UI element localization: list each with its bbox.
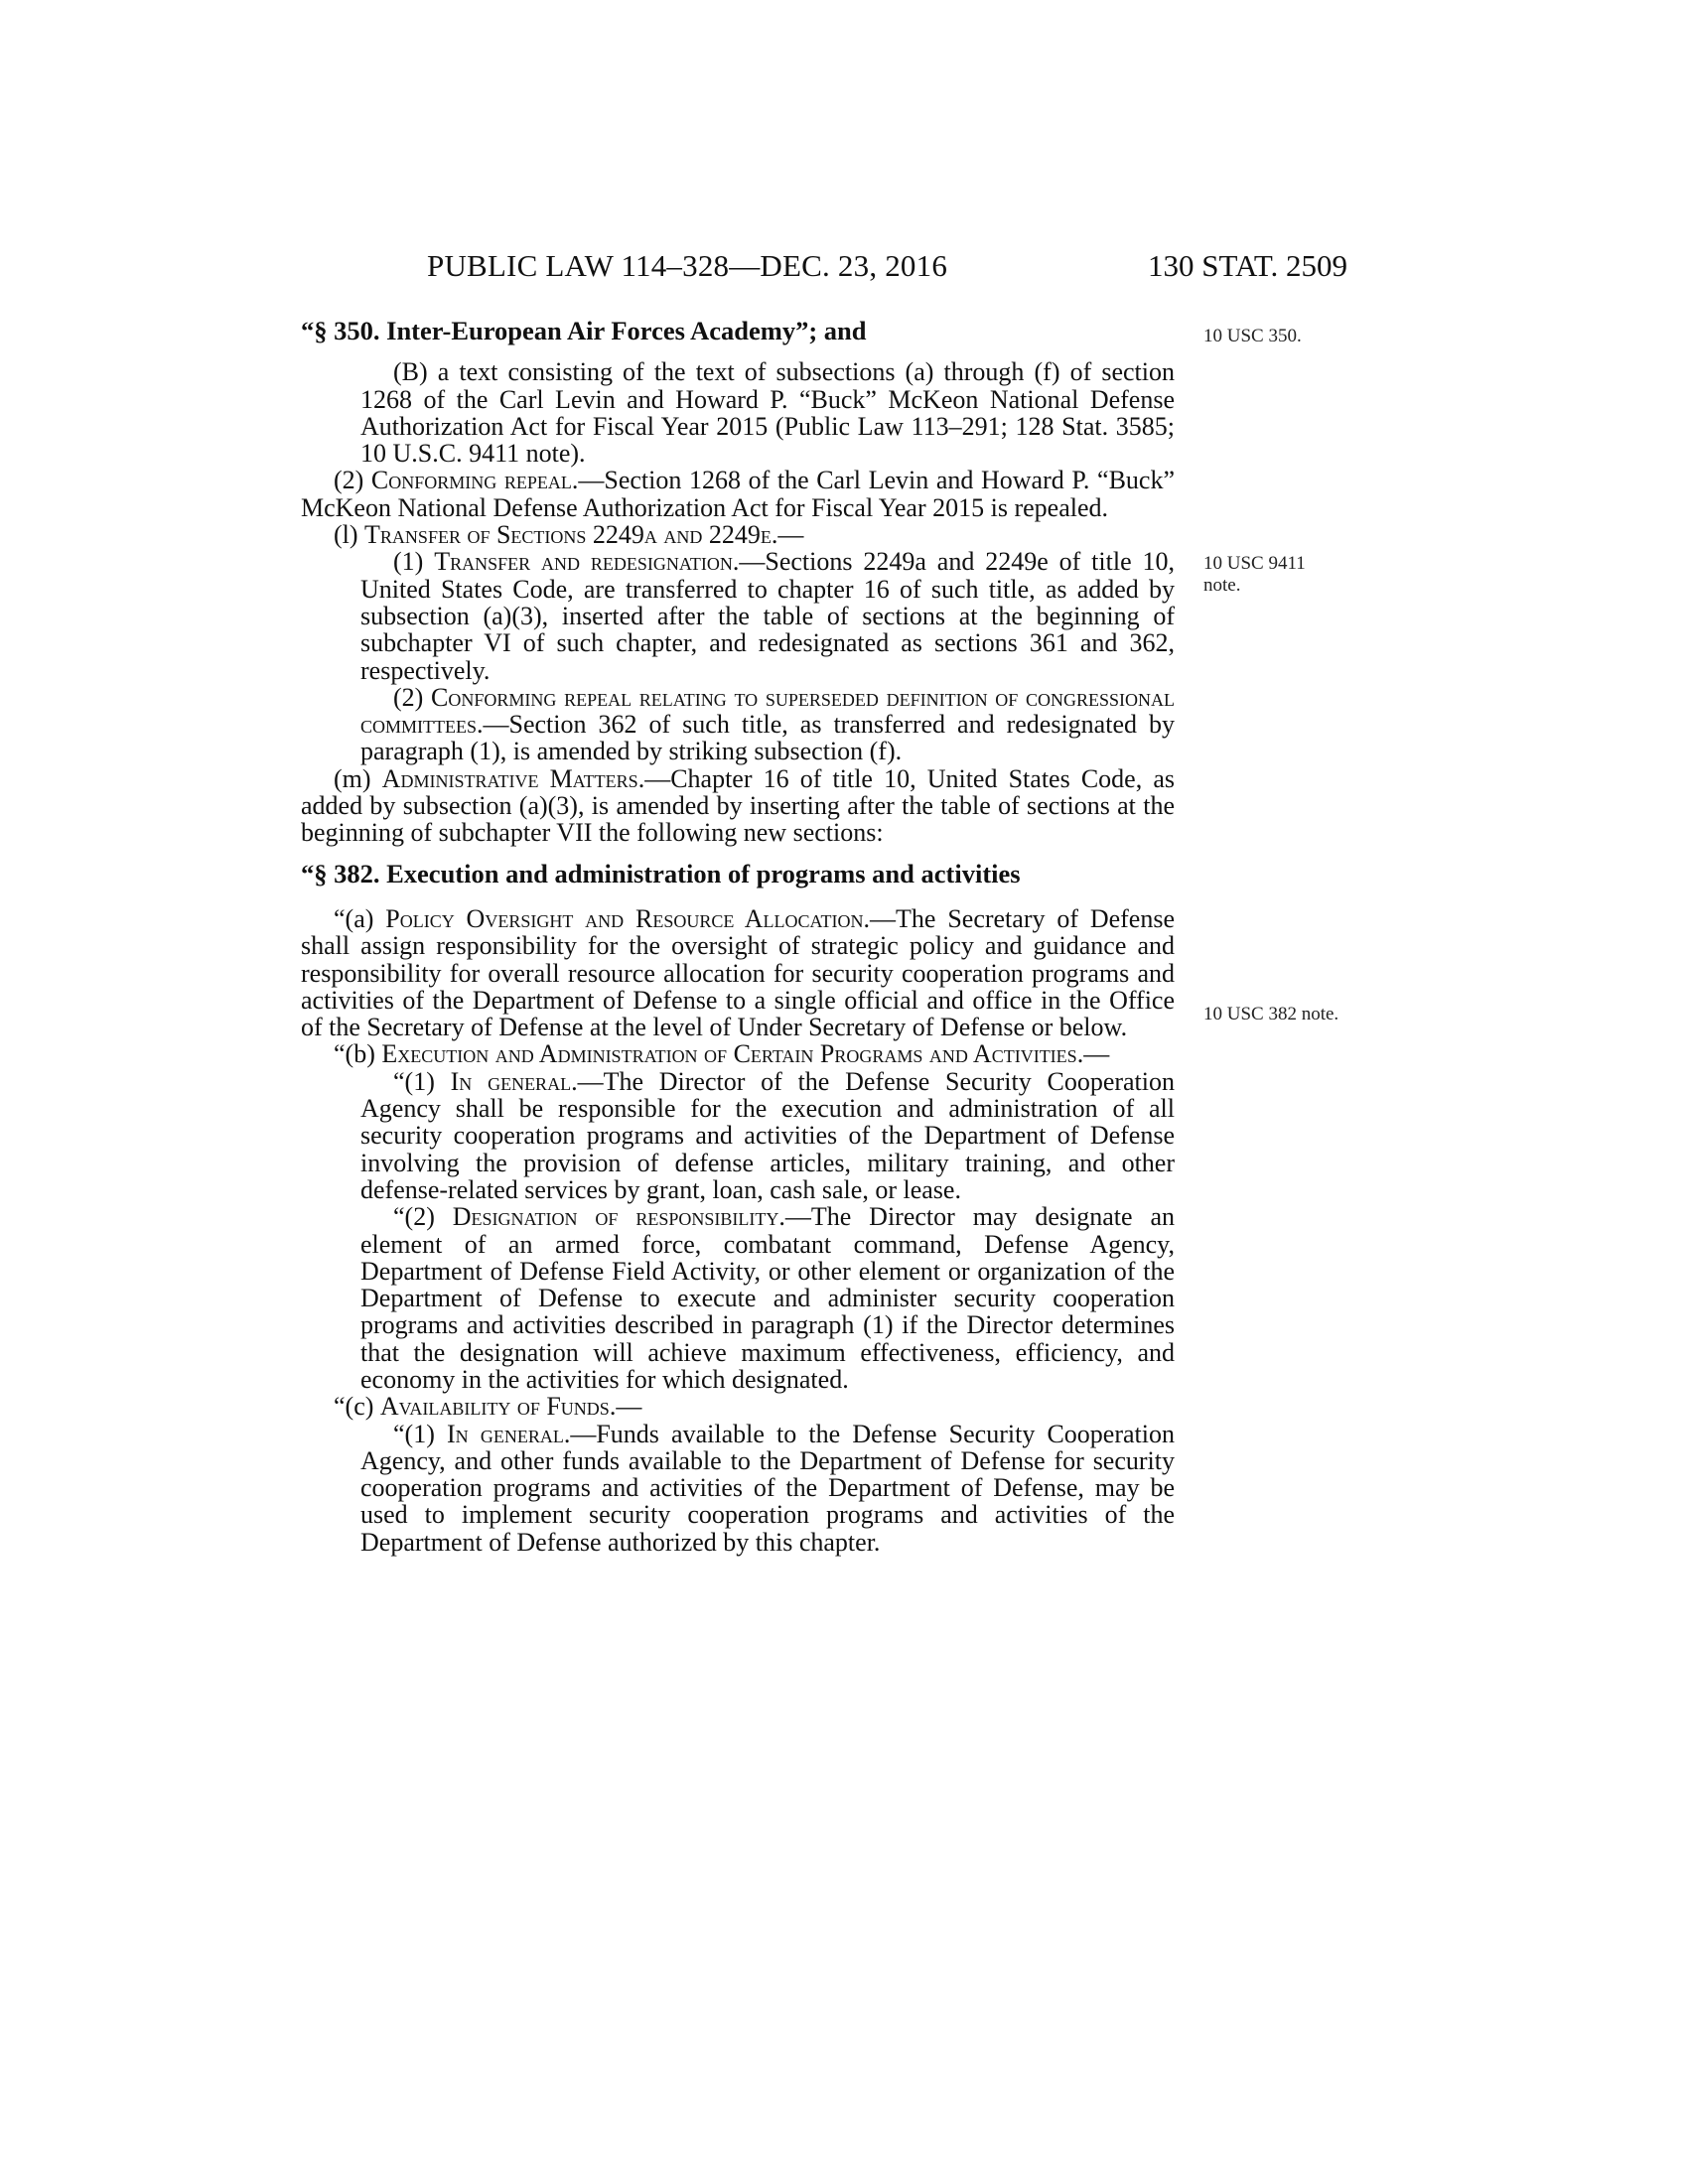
section-382-subsection-c-1 <box>301 1421 1175 1556</box>
para-number: “(2) <box>393 1202 453 1232</box>
section-382-heading: “§ 382. Execution and administration of programs and activities <box>301 858 1021 888</box>
para-text: .— <box>771 520 804 550</box>
para-text: .—Section 1268 of the Carl Levin and Howard P. “Buck” McKeon National Defense Authorization Act for Fiscal Year 2015 is repealed. <box>301 466 1175 522</box>
subsection-m <box>301 765 1175 847</box>
para-heading: Transfer of Sections 2249a and 2249e <box>364 520 772 550</box>
section-382-subsection-b <box>301 1040 1175 1067</box>
para-number: (l) <box>334 520 365 550</box>
para-number: “(c) <box>334 1392 380 1422</box>
subsection-l-2 <box>301 684 1175 765</box>
para-heading: In general <box>450 1066 572 1096</box>
para-number: “(b) <box>334 1039 382 1069</box>
para-text: .— <box>1076 1039 1110 1069</box>
para-heading: Execution and Administration of Certain Programs and Activities <box>381 1039 1077 1069</box>
para-heading: Conforming repeal relating to superseded definition of congressional committees <box>360 682 1175 740</box>
para-text: .—Sections 2249a and 2249e of title 10, United States Code, are transferred to chapter 16 of such title, as added by subsection (a)(3), inserted after the table of sections at the beginning of subchapter VI of such chapter, and redesignated as sections 361 and 362, respectively. <box>360 547 1175 685</box>
section-382-subsection-c <box>301 1393 1175 1420</box>
section-382-subsection-b-1 <box>301 1068 1175 1203</box>
margin-note-line-2: note. <box>1203 575 1241 596</box>
margin-note-10-usc-382: 10 USC 382 note. <box>1203 1004 1339 1024</box>
para-text: .—Funds available to the Defense Security Cooperation Agency, and other funds available to the Department of Defense for security cooperation programs and activities of the Department of Defense, may be used to implement security cooperation programs and activities of the Department of Defense authorized by this chapter. <box>360 1419 1175 1557</box>
para-text: .—Chapter 16 of title 10, United States Code, as added by subsection (a)(3), is amended by inserting after the table of sections at the beginning of subchapter VII the following new sections: <box>301 763 1175 848</box>
paragraph-2-conforming-repeal <box>301 467 1175 521</box>
section-382-subsection-a <box>301 905 1175 1040</box>
margin-note-10-usc-9411 <box>1203 553 1306 597</box>
para-number: (2) <box>334 466 371 495</box>
para-text: .—The Secretary of Defense shall assign responsibility for the oversight of strategic policy and guidance and responsibility for overall resource allocation for security cooperation programs and activities of the Department of Defense to a single official and office in the Office of the Secretary of Defense at the level of Under Secretary of Defense or below. <box>301 903 1175 1042</box>
running-head: PUBLIC LAW 114–328—DEC. 23, 2016 <box>427 248 948 283</box>
para-number: (1) <box>393 547 435 577</box>
para-heading: Transfer and redesignation <box>434 547 733 577</box>
para-text: .—The Director of the Defense Security Cooperation Agency shall be responsible for the execution and administration of all security cooperation programs and activities of the Department of Defense involving the provision of defense articles, military training, and other defense-related services by grant, loan, cash sale, or lease. <box>360 1066 1176 1204</box>
document-body <box>301 318 1175 1556</box>
para-heading: Designation of responsibility <box>452 1202 779 1232</box>
para-number: “(a) <box>334 903 386 933</box>
para-heading: Conforming repeal <box>370 466 572 495</box>
paragraph-b: (B) a text consisting of the text of subsections (a) through (f) of section 1268 of the Carl Levin and Howard P. “Buck” McKeon National Defense Authorization Act for Fiscal Year 2015 (Public Law 113–291; 128 Stat. 3585; 10 U.S.C. 9411 note). <box>360 357 1175 469</box>
para-number: “(1) <box>393 1419 448 1448</box>
para-heading: Administrative Matters <box>381 763 638 793</box>
para-text: .—Section 362 of such title, as transferred and redesignated by paragraph (1), is amended by striking subsection (f). <box>360 710 1175 766</box>
para-text: .—The Director may designate an element of an armed force, combatant command, Defense Agency, Department of Defense Field Activity, or other element or organization of the Department of Defense to execute and administer security cooperation programs and activities described in paragraph (1) if the Director determines that the designation will achieve maximum effectiveness, efficiency, and economy in the activities for which designated. <box>360 1202 1175 1394</box>
para-text: .— <box>609 1392 642 1422</box>
para-number: (m) <box>334 763 382 793</box>
subsection-l-1 <box>301 548 1175 683</box>
margin-note-line-1: 10 USC 9411 <box>1203 553 1306 574</box>
statute-page-number: 130 STAT. 2509 <box>1148 248 1348 283</box>
para-heading: In general <box>447 1419 564 1448</box>
section-350-heading: “§ 350. Inter-European Air Forces Academy”; and <box>301 316 867 345</box>
margin-note-10-usc-350: 10 USC 350. <box>1203 326 1302 346</box>
para-heading: Availability of Funds <box>379 1392 610 1422</box>
para-number: (2) <box>393 682 432 712</box>
subsection-l <box>301 521 1175 548</box>
section-382-subsection-b-2 <box>301 1203 1175 1393</box>
para-number: “(1) <box>393 1066 451 1096</box>
para-heading: Policy Oversight and Resource Allocation <box>385 903 864 933</box>
